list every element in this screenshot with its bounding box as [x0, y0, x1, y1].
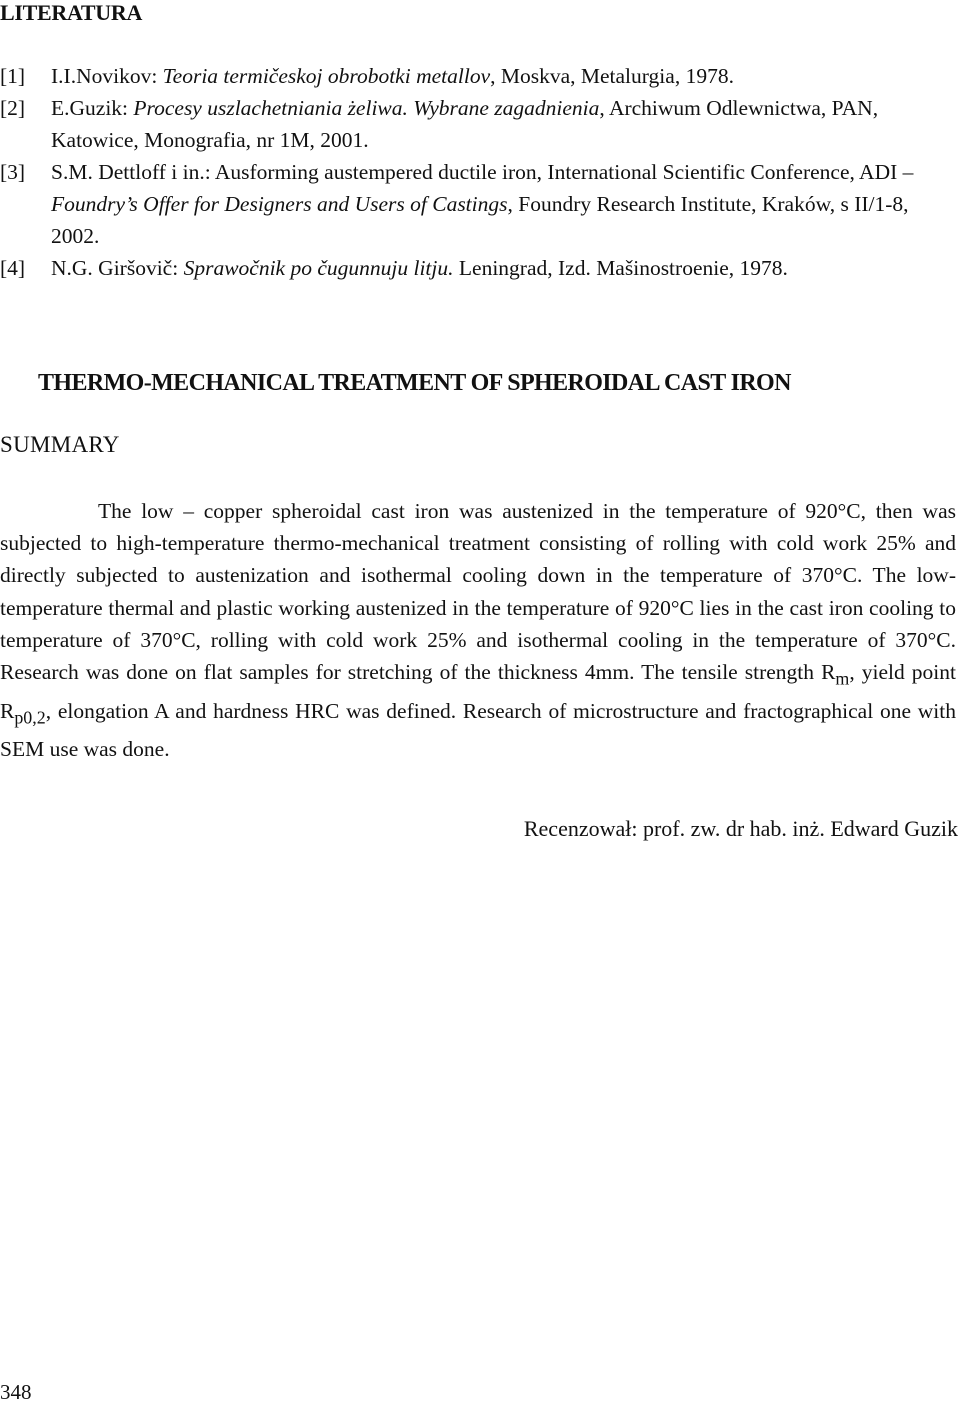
- abstract-text: , elongation A and hardness HRC was defined. Research of microstructure and fractographical one with SEM use was done.: [0, 698, 956, 762]
- reference-author: N.G. Giršovič:: [51, 256, 179, 280]
- abstract-text: , yield point R: [0, 660, 956, 723]
- article-title: THERMO-MECHANICAL TREATMENT OF SPHEROIDAL CAST IRON: [38, 370, 791, 396]
- reference-text: [51, 252, 960, 284]
- reference-text: [51, 156, 960, 252]
- page-number: 348: [0, 1380, 32, 1404]
- reference-list: [0, 60, 960, 284]
- abstract-text: The low – copper spheroidal cast iron was austenized in the temperature of 920°C, then was subjected to high-temperature thermo-mechanical treatment consisting of rolling with cold work 25% and directly subjected to austenization and isothermal cooling down in the temperature of 370°C. The low-temperature thermal and plastic working austenized in the temperature of 920°C lies in the cast iron cooling to temperature of 370°C, rolling with cold work 25% and isothermal cooling in the temperature of 370°C. Research was done on flat samples for stretching of the thickness 4mm. The tensile strength R: [0, 499, 956, 685]
- reference-item: [0, 60, 960, 92]
- reference-item: [0, 252, 960, 284]
- reference-number: [1]: [0, 64, 26, 88]
- reference-text: [51, 60, 960, 92]
- literature-heading: LITERATURA: [0, 0, 143, 25]
- reference-author: E.Guzik:: [51, 96, 129, 120]
- reference-title: Procesy uszlachetniania żeliwa. Wybrane zagadnienia: [133, 96, 600, 120]
- reference-author: I.I.Novikov:: [51, 64, 158, 88]
- subscript-m: m: [835, 668, 850, 689]
- reference-prefix: : Ausforming austempered ductile iron, International Scientific Conference, ADI –: [204, 160, 914, 184]
- reference-details: , Foundry Research Institute, Kraków, s II/1-8, 2002.: [51, 192, 909, 248]
- reference-text: [51, 92, 960, 156]
- reference-item: [0, 92, 960, 156]
- reference-author: S.M. Dettloff i in.: [51, 160, 205, 184]
- reference-number: [3]: [0, 160, 26, 184]
- abstract-paragraph: [0, 495, 956, 765]
- reference-number: [4]: [0, 256, 26, 280]
- reviewer-note: Recenzował: prof. zw. dr hab. inż. Edward Guzik: [523, 816, 958, 841]
- reference-details: Leningrad, Izd. Mašinostroenie, 1978.: [453, 256, 788, 280]
- summary-heading: SUMMARY: [0, 432, 120, 457]
- reference-details: , Archiwum Odlewnictwa, PAN, Katowice, Monografia, nr 1M, 2001.: [51, 96, 879, 152]
- subscript-p02: p0,2: [14, 706, 46, 727]
- reference-title: Teoria termičeskoj obrobotki metallov: [162, 64, 491, 88]
- reference-number: [2]: [0, 96, 26, 120]
- reference-item: [0, 156, 960, 252]
- reference-details: , Moskva, Metalurgia, 1978.: [490, 64, 734, 88]
- reference-title: Sprawočnik po čugunnuju litju.: [183, 256, 454, 280]
- reference-title: Foundry’s Offer for Designers and Users of Castings: [51, 192, 508, 216]
